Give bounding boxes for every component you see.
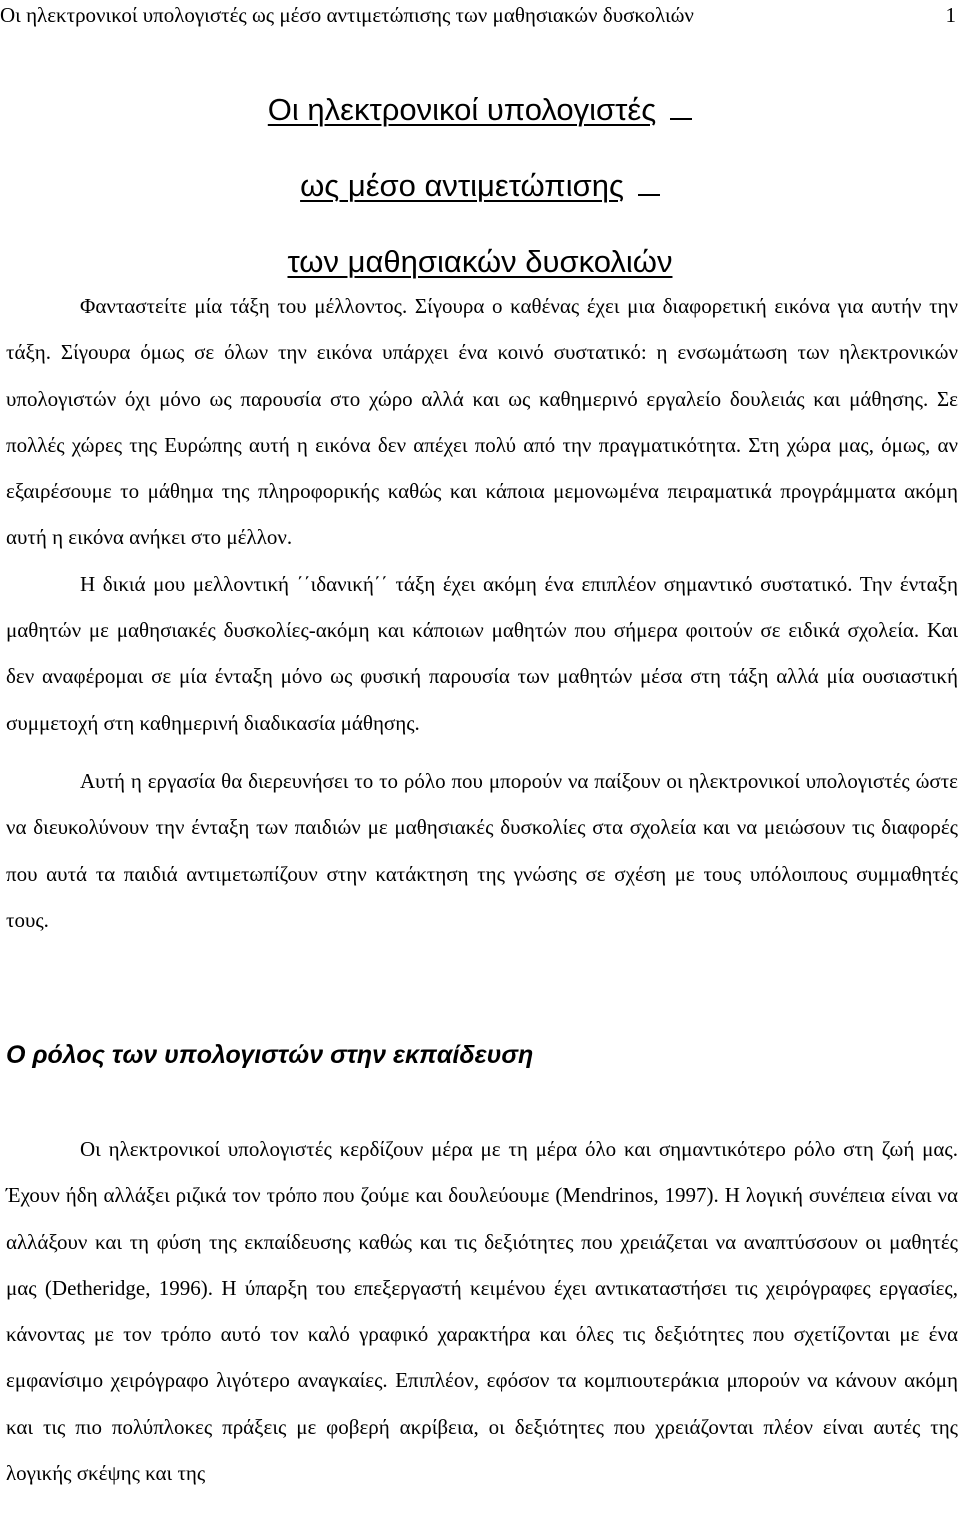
section-heading: Ο ρόλος των υπολογιστών στην εκπαίδευση [6,1041,534,1069]
running-header [0,2,958,28]
intro-paragraph-1: Φανταστείτε μία τάξη του μέλλοντος. Σίγουρα ο καθένας έχει μια διαφορετική εικόνα για αυτήν την τάξη. Σίγουρα όμως σε όλων την εικόνα υπάρχει ένα κοινό συστατικό: η ενσωμάτωση των ηλεκτρονικών υπολογιστών όχι μόνο ως παρουσία στο χώρο αλλά και ως καθημερινό εργαλείο δουλειάς και μάθησης. Σε πολλές χώρες της Ευρώπης αυτή η εικόνα δεν απέχει πολύ από την πραγματικότητα. Στη χώρα μας, όμως, αν εξαιρέσουμε το μάθημα της πληροφορικής καθώς και κάποια μεμονωμένα πειραματικά προγράμματα ακόμη αυτή η εικόνα ανήκει στο μέλλον. [6,294,958,550]
title-line-1-text: Οι ηλεκτρονικοί υπολογιστές [267,92,657,127]
title-line-2-underline-tail [638,174,660,196]
section-paragraph-1: Οι ηλεκτρονικοί υπολογιστές κερδίζουν μέρα με τη μέρα όλο και σημαντικότερο ρόλο στη ζωή μας. Έχουν ήδη αλλάξει ριζικά τον τρόπο που ζούμε και δουλεύουμε (Mendrinos, 1997). Η λογική συνέπεια είναι να αλλάξουν και τη φύση της εκπαίδευσης καθώς και τις δεξιότητες που χρειάζεται να αναπτύσσουν οι μαθητές μας (Detheridge, 1996). Η ύπαρξη του επεξεργαστή κειμένου έχει αντικαταστήσει τις χειρόγραφες εργασίες, κάνοντας με τον τρόπο αυτό τον καλό γραφικό χαρακτήρα και όλες τις δεξιότητες που σχετίζονται με ένα εμφανίσιμο χειρόγραφο λιγότερο αναγκαίες. Επιπλέον, εφόσον τα κομπιουτεράκια μπορούν να κάνουν ακόμη και τις πιο πολύπλοκες πράξεις με φοβερή ακρίβεια, οι δεξιότητες που χρειάζονται πλέον είναι αυτές της λογικής σκέψης και της [6,1137,958,1486]
section-body [6,1126,958,1496]
running-header-title: Οι ηλεκτρονικοί υπολογιστές ως μέσο αντιμετώπισης των μαθησιακών δυσκολιών [0,3,694,27]
intro-section [6,283,958,943]
intro-paragraph-3: Αυτή η εργασία θα διερευνήσει το το ρόλο που μπορούν να παίξουν οι ηλεκτρονικοί υπολογιστές ώστε να διευκολύνουν την ένταξη των παιδιών με μαθησιακές δυσκολίες στα σχολεία και να μειώσουν τις διαφορές που αυτά τα παιδιά αντιμετωπίζουν στην κατάκτηση της γνώσης σε σχέση με τους υπόλοιπους συμμαθητές τους. [6,768,958,932]
title-line-3-text: των μαθησιακών δυσκολιών [287,244,673,279]
title-line-2 [0,148,960,224]
page-number: 1 [945,3,956,27]
intro-paragraph-2: Η δικιά μου μελλοντική ΄΄ιδανική΄΄ τάξη έχει ακόμη ένα επιπλέον σημαντικό συστατικό. Την ένταξη μαθητών με μαθησιακές δυσκολίες-ακόμη και κάποιων μαθητών που σήμερα φοιτούν σε ειδικά σχολεία. Και δεν αναφέρομαι σε μία ένταξη μόνο ως φυσική παρουσία των μαθητών μέσα στη τάξη αλλά μία ουσιαστική συμμετοχή στη καθημερινή διαδικασία μάθησης. [6,571,958,735]
title-line-1 [0,72,960,148]
title-line-2-text: ως μέσο αντιμετώπισης [300,168,624,203]
title-line-1-underline-tail [670,98,692,120]
document-title [0,72,960,300]
